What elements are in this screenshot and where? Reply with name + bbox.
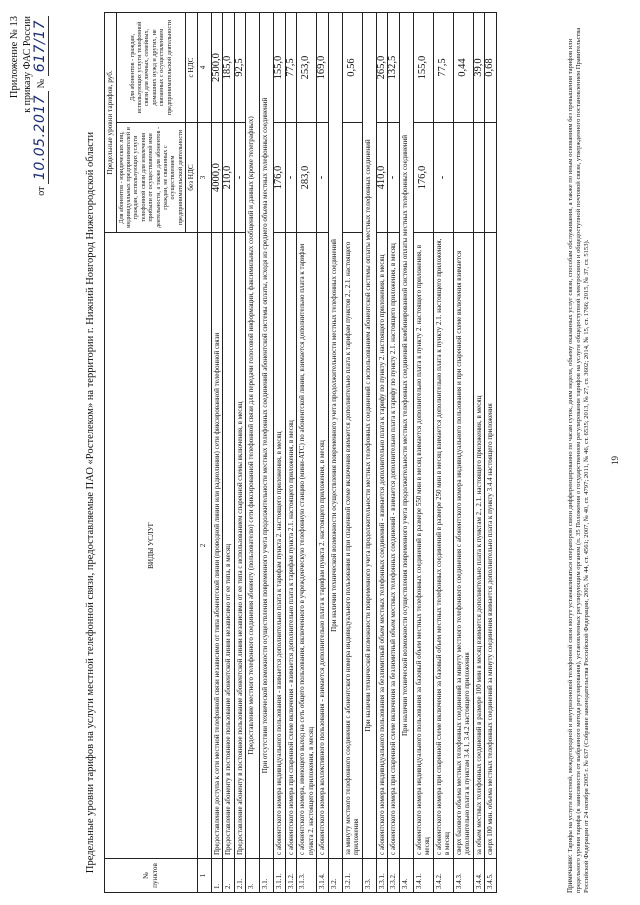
row-number: 3.4.4. bbox=[473, 859, 485, 893]
tariff-vat-excluded: - bbox=[234, 123, 246, 233]
row-number: 3.1.2. bbox=[285, 859, 297, 893]
table-row bbox=[453, 13, 473, 893]
order-reference: к приказу ФАС России bbox=[22, 16, 33, 113]
row-number: 3.2.1. bbox=[342, 859, 362, 893]
appendix-header bbox=[8, 16, 48, 196]
tariff-vat-included: 92,5 bbox=[234, 13, 246, 123]
tariff-vat-excluded: 283,0 bbox=[297, 123, 317, 233]
table-section-row bbox=[260, 13, 274, 893]
header-vat-included: с НДС bbox=[186, 13, 198, 123]
handwritten-number: 617/17 bbox=[32, 16, 49, 76]
tariff-vat-excluded: - bbox=[388, 123, 400, 233]
row-number: 3.1. bbox=[260, 859, 274, 893]
table-row bbox=[234, 13, 246, 893]
tariff-vat-included: 0,68 bbox=[485, 13, 497, 123]
row-number: 3.2. bbox=[328, 859, 342, 893]
row-number: 3.3. bbox=[362, 859, 376, 893]
service-description: Предоставление доступа к сети местной телефонной связи независимо от типа абонентской линии (проводной линии или радиолинии) сети фиксированной телефонной связи bbox=[211, 233, 223, 859]
tariff-vat-excluded bbox=[453, 123, 473, 233]
tariff-vat-included: 77,5 bbox=[285, 13, 297, 123]
section-heading: При отсутствии технической возможности осуществления повременного учета продолжительности местных телефонных соединений абонентской системы оплаты, исходя из среднего объема местных телефонных соединений bbox=[260, 13, 274, 859]
service-description: с абонентского номера при спаренной схеме включения за безлимитный объем местных телефонных соединений - взимается дополнительно плата к тарифу по пункту 2.1. настоящего приложения, в месяц bbox=[388, 233, 400, 859]
row-number: 3.3.2. bbox=[388, 859, 400, 893]
tariff-vat-included: 265,0 bbox=[376, 13, 388, 123]
tariff-table bbox=[104, 12, 497, 893]
table-row bbox=[297, 13, 317, 893]
row-number: 2. bbox=[223, 859, 235, 893]
service-description: с абонентского номера при спаренной схеме включения за базовый объем местных телефонных соединений в размере 250 мин в месяц взимается дополнительно плата к пункту 2.1. настоящего приложения, в месяц bbox=[433, 233, 453, 859]
table-section-row bbox=[362, 13, 376, 893]
service-description: с абонентского номера индивидуального пользования за базовый объем местных телефонных соединений в размере 550 мин в месяц взимается дополнительно плата к пункту 2. настоящего приложения, в месяц bbox=[413, 233, 433, 859]
tariff-vat-excluded bbox=[473, 123, 485, 233]
tariff-vat-included: 155,0 bbox=[274, 13, 286, 123]
tariff-vat-excluded: - bbox=[285, 123, 297, 233]
row-number: 3.3.1. bbox=[376, 859, 388, 893]
tariff-vat-excluded bbox=[342, 123, 362, 233]
table-section-row bbox=[328, 13, 342, 893]
row-number: 1. bbox=[211, 859, 223, 893]
row-number: 3.4.3. bbox=[453, 859, 473, 893]
service-description: за объем местных телефонных соединений в размере 100 мин в месяц взимается дополнительно плата к пунктам 2., 2.1. настоящего приложения, в месяц bbox=[473, 233, 485, 859]
tariff-vat-included: 185,0 bbox=[223, 13, 235, 123]
tariff-vat-included: 0,56 bbox=[342, 13, 362, 123]
number-prefix: № bbox=[36, 78, 47, 89]
tariff-vat-included: 132,5 bbox=[388, 13, 400, 123]
row-number: 3.1.3. bbox=[297, 859, 317, 893]
column-index: 3 bbox=[197, 123, 211, 233]
service-description: за минуту местного телефонного соединения с абонентского номера индивидуального пользования и при спаренной схеме включения взимается дополнительно плата к тарифам пунктов 2., 2.1. настоящего приложения bbox=[342, 233, 362, 859]
table-row bbox=[376, 13, 388, 893]
page-number: 19 bbox=[610, 456, 620, 465]
column-index: 1 bbox=[197, 859, 211, 893]
service-description: с абонентского номера индивидуального пользования - взимается дополнительно плата к тарифам пункта 2. настоящего приложения, в месяц bbox=[274, 233, 286, 859]
tariff-vat-included: 155,0 bbox=[413, 13, 433, 123]
tariff-vat-included: 2500,0 bbox=[211, 13, 223, 123]
header-services: ВИДЫ УСЛУГ bbox=[105, 233, 198, 859]
notes-label: Примечание: bbox=[566, 854, 574, 893]
row-number: 3.4.2. bbox=[433, 859, 453, 893]
column-index: 4 bbox=[197, 13, 211, 123]
tariff-vat-included: 169,0 bbox=[317, 13, 329, 123]
tariff-vat-included: 39,0 bbox=[473, 13, 485, 123]
table-row bbox=[274, 13, 286, 893]
appendix-number: Приложение № 13 bbox=[9, 16, 20, 99]
header-legal-entities: Для абонентов - юридических лиц, индивидуальных предпринимателей и граждан, использующих услуги телефонной связи для извлечения прибыли от осуществляемой ими деятельности, а также для абонентов - граждан, не связанных с осуществлением предпринимательской деятельности bbox=[116, 123, 186, 233]
table-section-row bbox=[246, 13, 260, 893]
header-vat-excluded: без НДС bbox=[186, 123, 198, 233]
header-number: № пунктов bbox=[105, 859, 198, 893]
service-description: с абонентского номера, имеющего выход на сеть общего пользования, включенного в учрежденческую телефонную станцию (мини-АТС) по абонентской линии, взимается дополнительно плата к тарифам пункта 2. настоящего приложения, в месяц bbox=[297, 233, 317, 859]
row-number: 3.4.1. bbox=[413, 859, 433, 893]
tariff-vat-included: 253,0 bbox=[297, 13, 317, 123]
service-description: сверх базового объема местных телефонных соединений за минуту местного телефонного соединения с абонентского номера индивидуального пользования и при спаренной схеме включения взимается дополнительно плата к пунктам 3.4.1, 3.4.2 настоящего приложения bbox=[453, 233, 473, 859]
tariff-vat-excluded: 4000,0 bbox=[211, 123, 223, 233]
table-row bbox=[473, 13, 485, 893]
order-date-line bbox=[34, 16, 48, 196]
service-description: Предоставление абоненту в постоянное пользование абонентской линии независимо от ее типа, в месяц bbox=[223, 233, 235, 859]
table-row bbox=[342, 13, 362, 893]
row-number: 3.4. bbox=[399, 859, 413, 893]
tariff-vat-excluded: 210,0 bbox=[223, 123, 235, 233]
section-heading: При наличии технической возможности осуществления повременного учета продолжительности местных телефонных соединений комбинированной системы оплаты местных телефонных соединений bbox=[399, 13, 413, 859]
tariff-vat-excluded: 176,0 bbox=[413, 123, 433, 233]
document-title: Предельные уровни тарифов на услуги местной телефонной связи, предоставляемые ПАО «Ростелеком» на территории г. Нижний Новгород Нижегородской области bbox=[85, 131, 96, 874]
row-number: 3.1.1. bbox=[274, 859, 286, 893]
column-index: 2 bbox=[197, 233, 211, 859]
notes bbox=[566, 13, 591, 893]
row-number: 3.4.5. bbox=[485, 859, 497, 893]
row-number: 3.1.4. bbox=[317, 859, 329, 893]
table-row bbox=[433, 13, 453, 893]
service-description: с абонентского номера коллективного пользования - взимается дополнительно плата к тарифам пункта 2. настоящего приложения, в месяц bbox=[317, 233, 329, 859]
section-heading: При наличии технической возможности повременного учета продолжительности местных телефонных соединений с использованием абонентской системы оплаты местных телефонных соединений bbox=[362, 13, 376, 859]
service-description: сверх 100 мин. объема местных телефонных соединений за минуту соединения взимается дополнительно плата к пункту 3.4.4 настоящего приложения bbox=[485, 233, 497, 859]
tariff-rows bbox=[211, 13, 496, 893]
section-heading: Предоставление местного телефонного соединения абоненту (пользователю) сети фиксированной телефонной связи для передачи голосовой информации, факсимильных сообщений и данных (кроме телеграфных) bbox=[246, 13, 260, 859]
date-prefix: от bbox=[36, 186, 47, 196]
table-row bbox=[285, 13, 297, 893]
table-section-row bbox=[399, 13, 413, 893]
tariff-vat-included: 77,5 bbox=[433, 13, 453, 123]
service-description: Предоставление абоненту в постоянное пользование абонентской линии независимо от ее типа с использованием спаренной схемы включения, в месяц bbox=[234, 233, 246, 859]
service-description: с абонентского номера при спаренной схеме включения - взимается дополнительно плата к тарифам пункта 2.1. настоящего приложения, в месяц bbox=[285, 233, 297, 859]
tariff-vat-excluded: 176,0 bbox=[274, 123, 286, 233]
table-row bbox=[388, 13, 400, 893]
table-row bbox=[223, 13, 235, 893]
table-row bbox=[211, 13, 223, 893]
tariff-vat-excluded bbox=[485, 123, 497, 233]
table-row bbox=[413, 13, 433, 893]
header-limits: Предельные уровни тарифов, руб. bbox=[105, 13, 117, 233]
tariff-vat-excluded: - bbox=[433, 123, 453, 233]
section-heading: При наличии технической возможности осуществления повременного учета продолжительности местных телефонных соединений bbox=[328, 13, 342, 859]
service-description: с абонентского номера индивидуального пользования за безлимитный объем местных телефонных соединений - взимается дополнительно плата к тарифу по пункту 2. настоящего приложения, в месяц bbox=[376, 233, 388, 859]
notes-text: Тарифы на услуги местной, междугородной и внутризоновой телефонной связи могут устанавливаться оператором связи дифференцированно по часам суток, дням недели, объему оказанных услуг связи, способам обслуживания, а также по иным основаниям без превышения тарифов или предельного уровня тарифа (в зависимости от выбранного метода регулирования), установленных регулирующим органом (п. 35 Положения о государственном регулировании тарифов на услуги общедоступной электросвязи и общедоступной почтовой связи, утвержденного постановлением Правительства Российской Федерации от 24 октября 2005 г. № 637 (Собрание законодательства Российской Федерации, 2005, № 44, ст. 4561; 2007, № 40, ст. 4797; 2011, № 46, ст. 6535; 2013, № 27, ст. 3602; 2014, № 15, ст. 1766; 2015, № 37, ст. 5153). bbox=[567, 27, 590, 893]
handwritten-date: 10.05.2017 bbox=[32, 91, 49, 184]
table-row bbox=[317, 13, 329, 893]
tariff-vat-excluded: - bbox=[317, 123, 329, 233]
tariff-vat-included: 0,44 bbox=[453, 13, 473, 123]
row-number: 2.1. bbox=[234, 859, 246, 893]
table-row bbox=[485, 13, 497, 893]
tariff-vat-excluded: 410,0 bbox=[376, 123, 388, 233]
row-number: 3. bbox=[246, 859, 260, 893]
header-citizens: Для абонентов - граждан, использующих услуги телефонной связи для личных, семейных, домашних нужд и других, не связанных с осуществлением предпринимательской деятельности bbox=[116, 13, 186, 123]
